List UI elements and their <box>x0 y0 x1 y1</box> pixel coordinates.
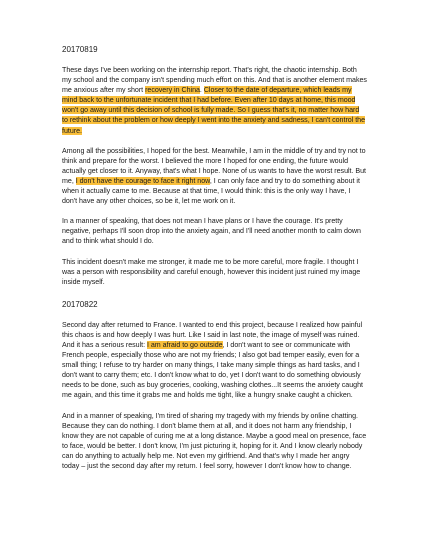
diary-entry <box>62 45 367 287</box>
highlighted-text: I don't have the courage to face it right now <box>75 176 210 185</box>
text-run: , I can only face and try to do something about it when it actually came to me. Because at that time, I would think: this is the only way I have, I don't have any other choices, so be it, let me work on it. <box>62 176 360 206</box>
highlighted-text: I am afraid to go outside <box>146 340 223 349</box>
paragraph <box>62 216 367 246</box>
diary-entry <box>62 300 367 471</box>
text-run: Among all the possibilities, I hoped for the best. Meanwhile, I am in the middle of try and try not to think and prepare for the worst. I believed the more I hoped for one ending, the future would actually get closer to it. Anyway, that's what I hope. None of us wants to have the worst result. But me, <box>62 146 366 185</box>
highlighted-text: Closer to the date of departure, which leads my mind back to the unfortunate incident that I had before. Even after 10 days at home, this mood won't go away until this decision of school is fully made. So I guess that's it, <box>62 86 356 115</box>
paragraph <box>62 65 367 136</box>
text-run: These days I've been working on the internship report. That's right, the chaotic internship. Both my school and the company isn't spending much effort on this. And that is another element makes me anxious after my short <box>62 66 367 95</box>
text-run: . <box>199 86 204 95</box>
text-run: This incident doesn't make me stronger, it made me to be more careful, more fragile. I thought I was a person with responsibility and careful enough, however this incident just ruined my image inside myself. <box>62 257 361 286</box>
entry-date: 20170822 <box>62 299 98 309</box>
paragraph <box>62 146 367 207</box>
paragraph <box>62 257 367 287</box>
paragraph <box>62 411 367 472</box>
entry-date: 20170819 <box>62 45 98 54</box>
paragraph <box>62 320 367 401</box>
highlighted-text: recovery in China <box>145 86 200 95</box>
highlighted-text: no matter how hard to rethink about the problem or how deeply I went into the anxiety and sadness, I can't control the future. <box>62 106 366 135</box>
text-run: In a manner of speaking, that does not mean I have plans or I have the courage. It's pretty negative, perhaps I'll soon drop into the anxiety again, and I'll need another month to calm down and to think what should I do. <box>62 217 361 246</box>
text-run: , I don't want to see or communicate with French people, especially those who are not my friends; I also got bad temper easily, even for a small thing; I refuse to try harder on many things, I take many simple things as hard tasks, and I don't want to carry them; etc. I don't know what to do, yet I don't want to do something obviously needs to be done, such as buy groceries, cooking, washing clothes...It seems the anxiety caught me again, and this time it grabs me and holds me tight, like a hungry snake caught a chicken. <box>62 340 363 400</box>
text-run: And in a manner of speaking, I'm tired of sharing my tragedy with my friends by online chatting. Because they can do nothing. I don't blame them at all, and it does not harm any friendship, I know they are not capable of curing me at a long distance. Maybe a good meal on presence, face to face, would be better. I don't know, I'm just picturing it, hoping for it. And I know clearly nobody can do anything to actually help me. Not even my girlfriend. And that's why I made her angry today – just the second day after my return. I feel sorry, however I don't know how to change. <box>62 411 367 470</box>
text-run: Second day after returned to France. I wanted to end this project, because I realized how painful this chaos is and how deeply I was hurt. Like I said in last note, the image of myself was ruined. And it has a serious result: <box>62 320 363 349</box>
